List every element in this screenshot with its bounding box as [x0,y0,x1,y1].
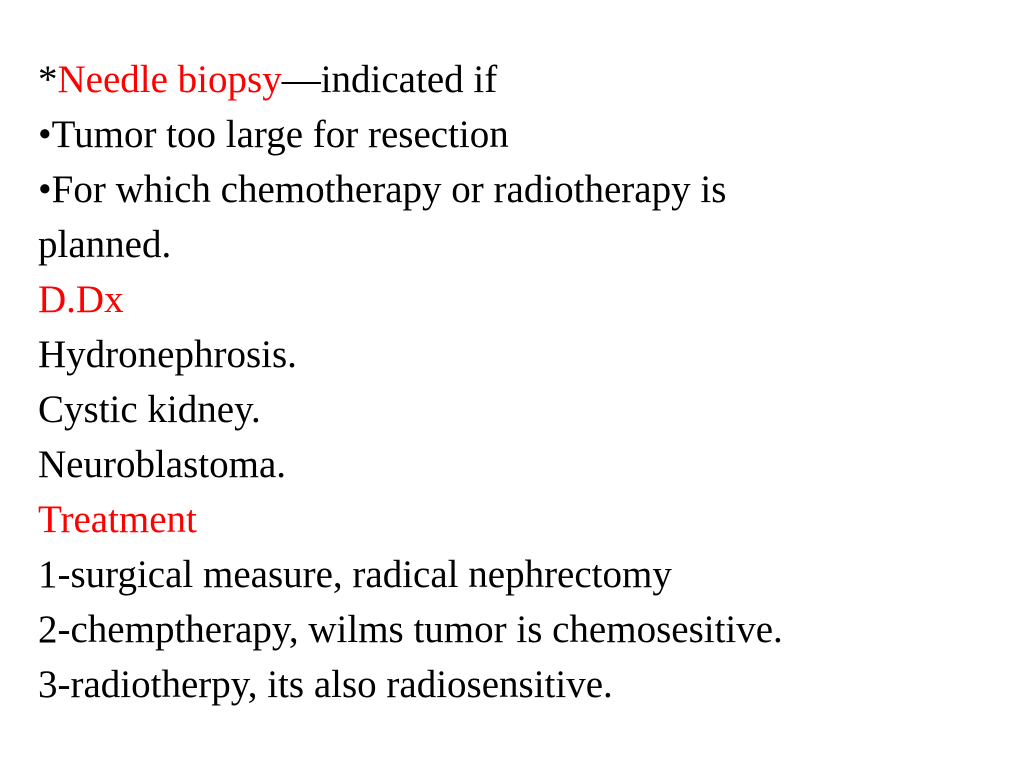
ddx-item: Hydronephrosis. [38,333,297,376]
needle-biopsy-term: Needle biopsy [57,58,282,101]
ddx-heading: D.Dx [38,278,124,321]
ddx-item: Cystic kidney. [38,388,261,431]
needle-prefix: * [38,58,58,101]
slide-content [38,52,998,712]
treatment-heading: Treatment [38,498,197,541]
indication-continuation: planned. [38,223,172,266]
ddx-item: Neuroblastoma. [38,443,287,486]
needle-biopsy-rest: —indicated if [281,58,498,101]
indication-bullet: •For which chemotherapy or radiotherapy is [38,168,727,211]
treatment-item: 2-chemptherapy, wilms tumor is chemosesitive. [38,608,783,651]
treatment-item: 3-radiotherpy, its also radiosensitive. [38,663,613,706]
needle-biopsy-line [38,52,998,107]
indication-bullet: •Tumor too large for resection [38,113,509,156]
treatment-item: 1-surgical measure, radical nephrectomy [38,553,672,596]
